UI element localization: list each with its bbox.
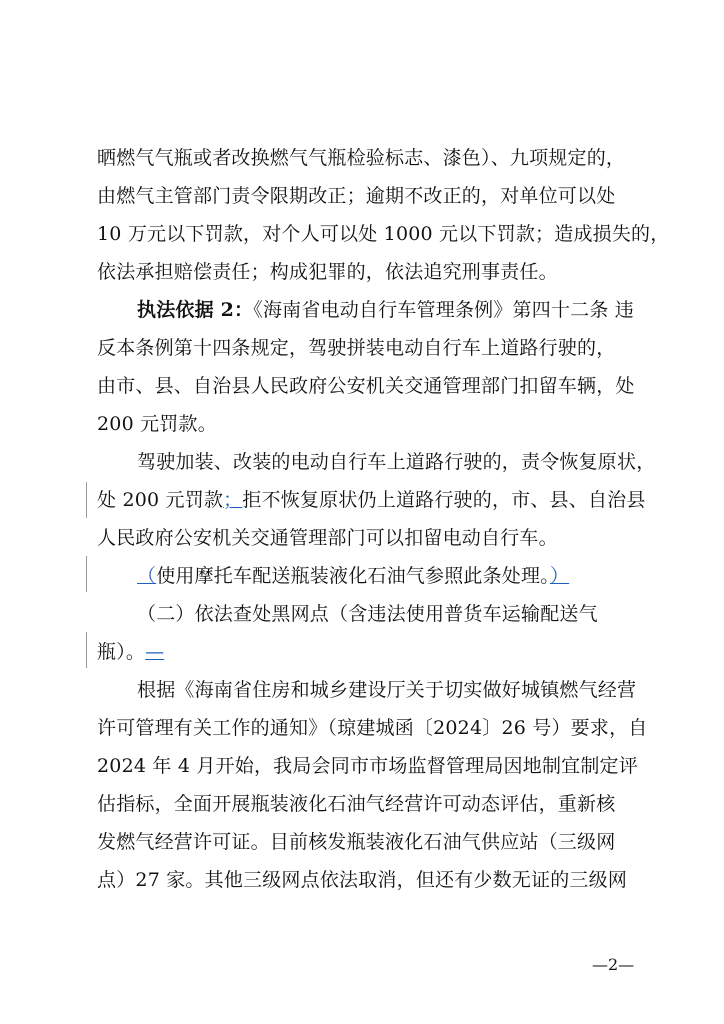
body-line: 人民政府公安机关交通管理部门可以扣留电动自行车。 — [97, 527, 558, 549]
body-line: 发燃气经营许可证。目前核发瓶装液化石油气供应站（三级网 — [97, 831, 616, 853]
body-line: 根据《海南省住房和城乡建设厅关于切实做好城镇燃气经营 — [137, 679, 637, 701]
tracked-revision: ） — [549, 565, 570, 587]
fine-text-start: 处 200 元罚款 — [97, 489, 224, 511]
tracked-revision: （ — [137, 565, 157, 587]
tracked-revision: — — [145, 641, 165, 663]
enforcement-basis-2 — [137, 298, 634, 322]
body-line: 200 元罚款。 — [97, 413, 217, 435]
section-heading-end — [97, 640, 164, 664]
fine-text-end: 拒不恢复原状仍上道路行驶的，市、县、自治县 — [242, 489, 646, 511]
body-line: 晒燃气气瓶或者改换燃气气瓶检验标志、漆色）、九项规定的， — [97, 147, 626, 169]
body-line: 点）27 家。其他三级网点依法取消，但还有少数无证的三级网 — [97, 869, 628, 891]
enforcement-basis-label: 执法依据 2： — [137, 299, 254, 321]
body-line: 由燃气主管部门责令限期改正；逾期不改正的，对单位可以处 — [97, 185, 616, 207]
fine-line — [97, 488, 646, 512]
body-line: 依法承担赔偿责任；构成犯罪的，依法追究刑事责任。 — [97, 261, 558, 283]
body-line: 10 万元以下罚款，对个人可以处 1000 元以下罚款；造成损失的， — [97, 223, 670, 245]
revision-bar — [86, 556, 87, 592]
motorcycle-note-text: 使用摩托车配送瓶装液化石油气参照此条处理。 — [156, 565, 550, 587]
page-number: —2— — [592, 955, 635, 974]
body-line: 由市、县、自治县人民政府公安机关交通管理部门扣留车辆，处 — [97, 375, 635, 397]
body-line: 驾驶加装、改装的电动自行车上道路行驶的，责令恢复原状， — [137, 451, 656, 473]
motorcycle-note — [137, 564, 569, 588]
body-line: 许可管理有关工作的通知》（琼建城函〔2024〕26 号）要求，自 — [97, 717, 648, 739]
revision-bar — [86, 482, 87, 518]
body-line: 反本条例第十四条规定，驾驶拼装电动自行车上道路行驶的， — [97, 337, 616, 359]
body-line: 估指标，全面开展瓶装液化石油气经营许可动态评估，重新核 — [97, 793, 616, 815]
revision-bar — [86, 632, 87, 668]
section-heading-text: 瓶）。 — [97, 641, 146, 663]
section-heading: （二）依法查处黑网点（含违法使用普货车运输配送气 — [137, 603, 598, 625]
tracked-revision: ； — [223, 489, 243, 511]
enforcement-basis-text: 《海南省电动自行车管理条例》第四十二条 违 — [253, 299, 634, 321]
body-line: 2024 年 4 月开始，我局会同市市场监督管理局因地制宜制定评 — [97, 755, 638, 777]
